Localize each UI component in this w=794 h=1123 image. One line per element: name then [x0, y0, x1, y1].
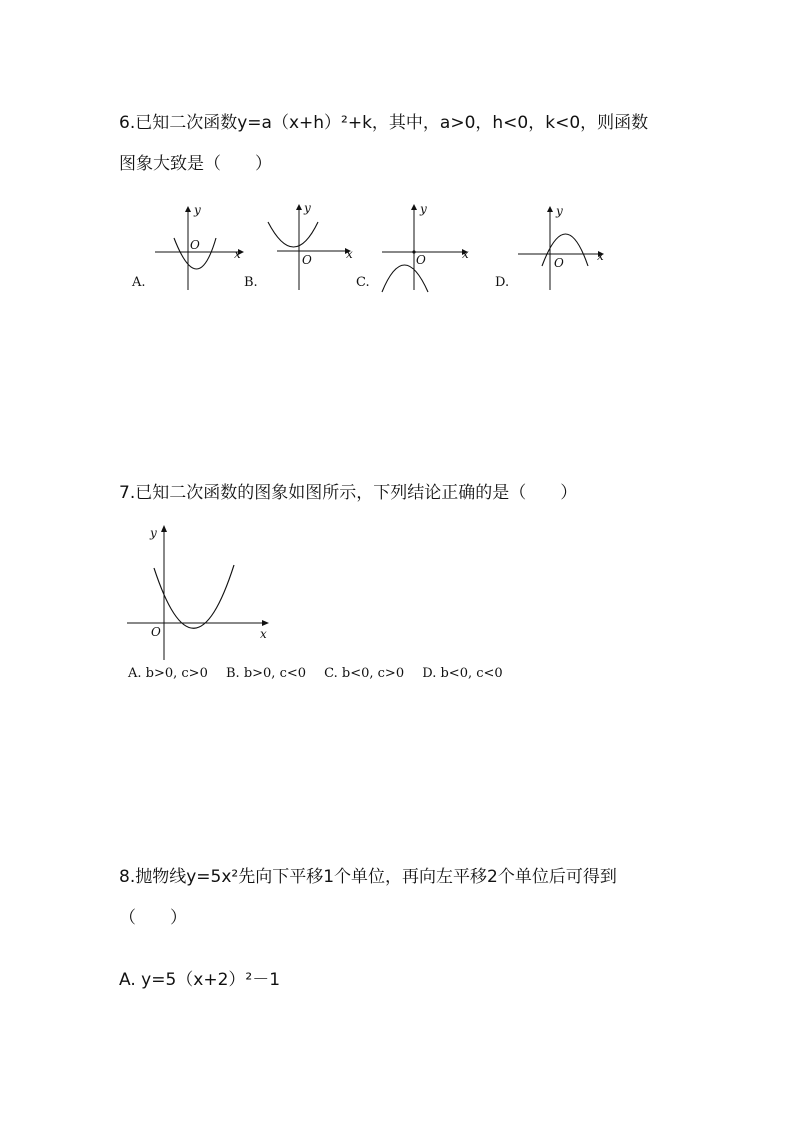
q6-option-a[interactable]: A.	[132, 275, 146, 290]
q7-y-label: y	[150, 526, 157, 540]
q7-origin-label: O	[151, 625, 161, 639]
q7-stem-line1: 7.已知二次函数的图象如图所示，下列结论正确的是（ ）	[119, 483, 578, 503]
q6-stem-line1: 6.已知二次函数y=a（x+h）²+k，其中，a>0，h<0，k<0，则函数	[119, 113, 649, 133]
q6-graph-c	[378, 200, 478, 295]
q8-option-a[interactable]: A. y=5（x+2）²－1	[119, 970, 281, 990]
q7-choice-b[interactable]: B. b>0, c<0	[226, 666, 307, 681]
q8-stem-line1: 8.抛物线y=5x²先向下平移1个单位，再向左平移2个单位后可得到	[119, 867, 617, 887]
q6-b-x-label: x	[346, 247, 353, 261]
q6-d-x-label: x	[597, 249, 604, 263]
q6-b-y-label: y	[304, 201, 311, 215]
q6-b-origin-label: O	[302, 253, 312, 267]
q6-c-x-label: x	[462, 247, 469, 261]
q6-d-origin-label: O	[554, 256, 564, 270]
q7-x-label: x	[260, 627, 267, 641]
q6-a-x-label: x	[234, 247, 241, 261]
q6-option-d[interactable]: D.	[495, 275, 510, 290]
q6-stem-line2: 图象大致是（ ）	[119, 154, 272, 174]
q7-choices	[128, 666, 517, 681]
q6-graph-a	[150, 200, 250, 295]
q7-choice-d[interactable]: D. b<0, c<0	[422, 666, 503, 681]
q7-graph	[124, 520, 274, 670]
q6-option-c[interactable]: C.	[356, 275, 370, 290]
q6-d-y-label: y	[556, 204, 563, 218]
q6-a-y-label: y	[194, 203, 201, 217]
q6-c-origin-label: O	[416, 253, 426, 267]
q6-option-b[interactable]: B.	[244, 275, 258, 290]
q8-stem-line2: （ ）	[119, 908, 187, 928]
q6-graph-b	[262, 200, 362, 295]
q6-c-y-label: y	[420, 202, 427, 216]
q7-choice-a[interactable]: A. b>0, c>0	[128, 666, 208, 681]
q6-a-origin-label: O	[190, 238, 200, 252]
q7-choice-c[interactable]: C. b<0, c>0	[324, 666, 405, 681]
q6-graph-d	[512, 200, 612, 295]
